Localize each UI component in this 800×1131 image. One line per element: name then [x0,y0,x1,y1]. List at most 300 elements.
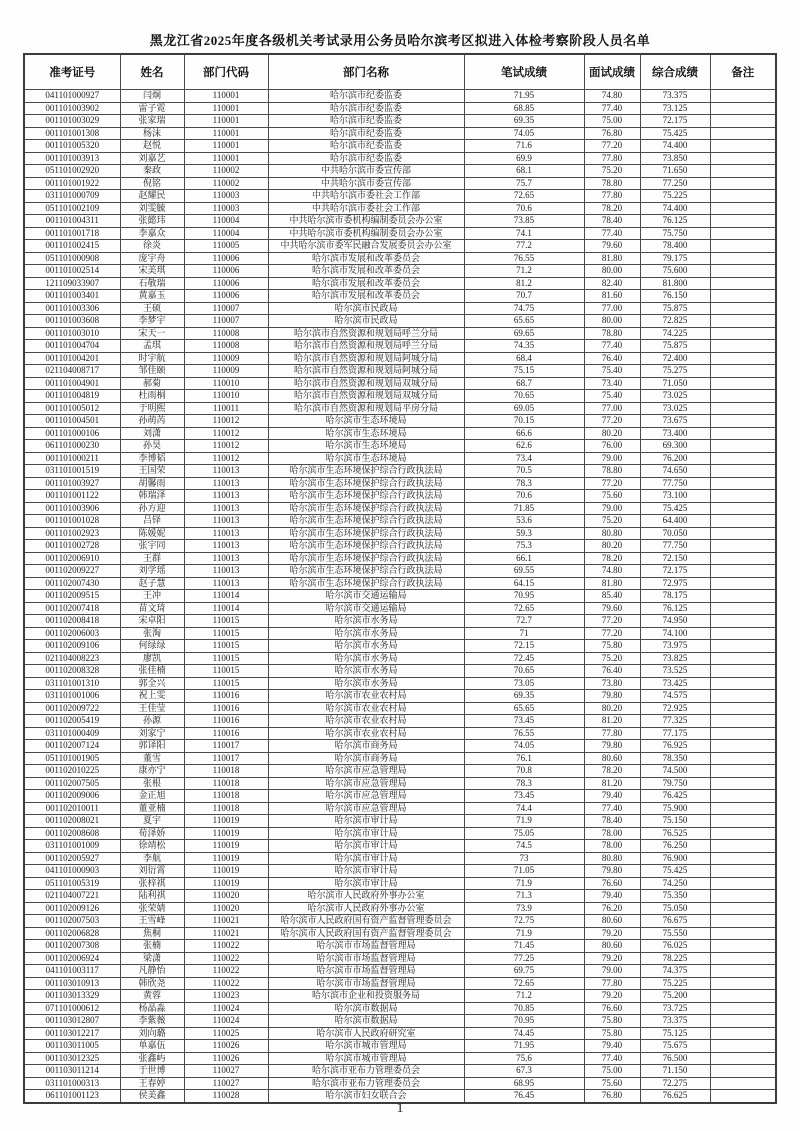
written-score-cell: 76.45 [464,1090,584,1103]
dept-name-cell: 哈尔滨市人民政府研究室 [268,1027,464,1040]
written-score-cell: 69.05 [464,402,584,415]
written-score-cell: 68.95 [464,1077,584,1090]
table-row [24,502,776,515]
table-row [24,327,776,340]
dept-name-cell: 哈尔滨市企业和投资服务局 [268,990,464,1003]
written-score-cell: 71.95 [464,90,584,103]
table-row [24,265,776,278]
dept-name-cell: 哈尔滨市审计局 [268,840,464,853]
table-row [24,977,776,990]
dept-name-cell: 哈尔滨市生态环境保护综合行政执法局 [268,527,464,540]
table-row [24,365,776,378]
exam-id-cell: 001102008418 [24,615,120,628]
dept-name-cell: 哈尔滨市市场监督管理局 [268,977,464,990]
candidate-name-cell: 闫炯 [120,90,184,103]
dept-code-cell: 110015 [184,665,268,678]
dept-name-cell: 哈尔滨市生态环境局 [268,440,464,453]
table-row [24,377,776,390]
candidate-name-cell: 刘衍霄 [120,865,184,878]
exam-id-cell: 021104008717 [24,365,120,378]
written-score-cell: 67.3 [464,1065,584,1078]
overall-score-cell: 74.375 [640,965,710,978]
overall-score-cell: 76.025 [640,940,710,953]
exam-id-cell: 001101002514 [24,265,120,278]
dept-name-cell: 哈尔滨市民政局 [268,302,464,315]
exam-id-cell: 001102007503 [24,915,120,928]
interview-score-cell: 80.80 [584,852,640,865]
candidate-name-cell: 王雪峰 [120,915,184,928]
table-row [24,352,776,365]
exam-id-cell: 001101004819 [24,390,120,403]
overall-score-cell: 75.875 [640,302,710,315]
table-body [24,90,776,1103]
dept-name-cell: 哈尔滨市纪委监委 [268,115,464,128]
remark-cell [710,852,776,865]
table-row [24,652,776,665]
overall-score-cell: 74.650 [640,465,710,478]
overall-score-cell: 72.175 [640,565,710,578]
candidate-name-cell: 韩欣尧 [120,977,184,990]
interview-score-cell: 78.80 [584,327,640,340]
page-number: 1 [396,1101,404,1116]
column-header-4: 笔试成绩 [464,54,584,90]
dept-code-cell: 110024 [184,1002,268,1015]
table-row [24,727,776,740]
interview-score-cell: 75.20 [584,652,640,665]
table-row [24,477,776,490]
candidate-name-cell: 苗文琦 [120,602,184,615]
written-score-cell: 71.05 [464,865,584,878]
table-row [24,415,776,428]
written-score-cell: 65.65 [464,315,584,328]
remark-cell [710,1077,776,1090]
exam-id-cell: 001101003306 [24,302,120,315]
remark-cell [710,1065,776,1078]
dept-name-cell: 哈尔滨市生态环境保护综合行政执法局 [268,552,464,565]
remark-cell [710,277,776,290]
dept-name-cell: 哈尔滨市农业农村局 [268,702,464,715]
remark-cell [710,952,776,965]
table-row [24,1040,776,1053]
overall-score-cell: 75.225 [640,977,710,990]
overall-score-cell: 77.325 [640,715,710,728]
exam-id-cell: 021104007221 [24,890,120,903]
candidate-name-cell: 张荣婧 [120,902,184,915]
table-row [24,802,776,815]
dept-code-cell: 110019 [184,852,268,865]
remark-cell [710,1027,776,1040]
remark-cell [710,652,776,665]
interview-score-cell: 76.60 [584,1002,640,1015]
dept-name-cell: 哈尔滨市亚布力管理委员会 [268,1065,464,1078]
exam-id-cell: 001102010225 [24,765,120,778]
interview-score-cell: 82.40 [584,277,640,290]
table-row [24,840,776,853]
exam-id-cell: 001102007418 [24,602,120,615]
dept-name-cell: 哈尔滨市人民政府外事办公室 [268,902,464,915]
table-row [24,877,776,890]
interview-score-cell: 77.20 [584,477,640,490]
written-score-cell: 75.3 [464,540,584,553]
dept-name-cell: 哈尔滨市亚布力管理委员会 [268,1077,464,1090]
remark-cell [710,152,776,165]
overall-score-cell: 72.975 [640,577,710,590]
overall-score-cell: 75.675 [640,1040,710,1053]
overall-score-cell: 75.225 [640,190,710,203]
exam-id-cell: 031101000709 [24,190,120,203]
dept-name-cell: 中共哈尔滨市委机构编制委员会办公室 [268,215,464,228]
table-row [24,215,776,228]
overall-score-cell: 73.100 [640,490,710,503]
dept-name-cell: 哈尔滨市商务局 [268,740,464,753]
written-score-cell: 74.1 [464,227,584,240]
interview-score-cell: 77.40 [584,802,640,815]
remark-cell [710,1040,776,1053]
interview-score-cell: 80.20 [584,540,640,553]
dept-name-cell: 哈尔滨市民政局 [268,315,464,328]
interview-score-cell: 79.00 [584,502,640,515]
remark-cell [710,115,776,128]
table-row [24,165,776,178]
overall-score-cell: 75.750 [640,227,710,240]
overall-score-cell: 73.375 [640,1015,710,1028]
table-row [24,965,776,978]
table-row [24,590,776,603]
written-score-cell: 70.7 [464,290,584,303]
remark-cell [710,390,776,403]
table-row [24,827,776,840]
written-score-cell: 66.1 [464,552,584,565]
remark-cell [710,477,776,490]
interview-score-cell: 85.40 [584,590,640,603]
exam-id-cell: 001102007505 [24,777,120,790]
overall-score-cell: 73.125 [640,102,710,115]
interview-score-cell: 75.20 [584,515,640,528]
dept-name-cell: 哈尔滨市应急管理局 [268,790,464,803]
table-row [24,565,776,578]
dept-code-cell: 110016 [184,702,268,715]
candidate-name-cell: 王国荣 [120,465,184,478]
candidate-name-cell: 张家瑞 [120,115,184,128]
remark-cell [710,352,776,365]
written-score-cell: 71.2 [464,265,584,278]
exam-id-cell: 001102006003 [24,627,120,640]
written-score-cell: 74.75 [464,302,584,315]
table-row [24,202,776,215]
exam-id-cell: 001101004704 [24,340,120,353]
table-row [24,715,776,728]
interview-score-cell: 81.80 [584,577,640,590]
dept-code-cell: 110016 [184,727,268,740]
interview-score-cell: 75.20 [584,165,640,178]
dept-name-cell: 哈尔滨市审计局 [268,815,464,828]
dept-code-cell: 110013 [184,577,268,590]
exam-id-cell: 001102008328 [24,665,120,678]
dept-name-cell: 中共哈尔滨市委社会工作部 [268,190,464,203]
column-header-1: 姓名 [120,54,184,90]
remark-cell [710,540,776,553]
candidate-name-cell: 徐靖松 [120,840,184,853]
interview-score-cell: 77.40 [584,1052,640,1065]
interview-score-cell: 77.80 [584,727,640,740]
interview-score-cell: 76.40 [584,352,640,365]
dept-code-cell: 110013 [184,540,268,553]
written-score-cell: 69.65 [464,327,584,340]
dept-code-cell: 110027 [184,1065,268,1078]
exam-id-cell: 001102006924 [24,952,120,965]
dept-code-cell: 110022 [184,952,268,965]
table-row [24,115,776,128]
exam-id-cell: 031101001009 [24,840,120,853]
remark-cell [710,690,776,703]
candidate-name-cell: 杨晶淼 [120,1002,184,1015]
dept-code-cell: 110001 [184,140,268,153]
remark-cell [710,90,776,103]
dept-code-cell: 110018 [184,765,268,778]
written-score-cell: 70.65 [464,390,584,403]
dept-name-cell: 哈尔滨市纪委监委 [268,140,464,153]
table-row [24,890,776,903]
remark-cell [710,877,776,890]
written-score-cell: 75.7 [464,177,584,190]
candidate-name-cell: 赵悦 [120,140,184,153]
dept-code-cell: 110009 [184,365,268,378]
dept-name-cell: 哈尔滨市生态环境保护综合行政执法局 [268,465,464,478]
dept-name-cell: 哈尔滨市数据局 [268,1002,464,1015]
table-row [24,740,776,753]
table-row [24,1052,776,1065]
remark-cell [710,765,776,778]
written-score-cell: 68.7 [464,377,584,390]
interview-score-cell: 77.20 [584,140,640,153]
dept-name-cell: 哈尔滨市水务局 [268,665,464,678]
interview-score-cell: 76.40 [584,665,640,678]
candidate-roster-table [23,53,777,1104]
candidate-name-cell: 焦桐 [120,927,184,940]
table-row [24,1077,776,1090]
remark-cell [710,240,776,253]
written-score-cell: 71.2 [464,990,584,1003]
dept-name-cell: 哈尔滨市自然资源和规划局呼兰分局 [268,340,464,353]
written-score-cell: 68.1 [464,165,584,178]
candidate-name-cell: 何绿绿 [120,640,184,653]
exam-id-cell: 001102010011 [24,802,120,815]
remark-cell [710,677,776,690]
dept-code-cell: 110001 [184,127,268,140]
dept-code-cell: 110017 [184,752,268,765]
candidate-name-cell: 刘嘉艺 [120,152,184,165]
table-row [24,1002,776,1015]
overall-score-cell: 73.675 [640,415,710,428]
written-score-cell: 73 [464,852,584,865]
table-row [24,990,776,1003]
candidate-name-cell: 张鑫屿 [120,1052,184,1065]
remark-cell [710,802,776,815]
written-score-cell: 70.95 [464,1015,584,1028]
overall-score-cell: 73.025 [640,402,710,415]
interview-score-cell: 77.20 [584,615,640,628]
written-score-cell: 74.05 [464,740,584,753]
dept-name-cell: 哈尔滨市发展和改革委员会 [268,290,464,303]
exam-id-cell: 001103011214 [24,1065,120,1078]
dept-code-cell: 110011 [184,402,268,415]
remark-cell [710,490,776,503]
overall-score-cell: 74.575 [640,690,710,703]
overall-score-cell: 76.625 [640,1090,710,1103]
remark-cell [710,965,776,978]
table-row [24,777,776,790]
table-row [24,865,776,878]
remark-cell [710,990,776,1003]
written-score-cell: 77.2 [464,240,584,253]
overall-score-cell: 78.175 [640,590,710,603]
interview-score-cell: 79.80 [584,690,640,703]
exam-id-cell: 001101003913 [24,152,120,165]
overall-score-cell: 75.425 [640,127,710,140]
remark-cell [710,840,776,853]
interview-score-cell: 77.80 [584,190,640,203]
candidate-name-cell: 张根 [120,777,184,790]
overall-score-cell: 72.175 [640,115,710,128]
exam-id-cell: 041101003117 [24,965,120,978]
table-row [24,402,776,415]
dept-name-cell: 哈尔滨市水务局 [268,640,464,653]
exam-id-cell: 031101000313 [24,1077,120,1090]
overall-score-cell: 71.650 [640,165,710,178]
table-row [24,1015,776,1028]
remark-cell [710,527,776,540]
overall-score-cell: 75.550 [640,927,710,940]
interview-score-cell: 80.00 [584,315,640,328]
overall-score-cell: 72.400 [640,352,710,365]
exam-id-cell: 001101003902 [24,102,120,115]
table-row [24,615,776,628]
written-score-cell: 74.35 [464,340,584,353]
candidate-name-cell: 宋美琪 [120,265,184,278]
table-row [24,465,776,478]
interview-score-cell: 76.20 [584,902,640,915]
interview-score-cell: 75.00 [584,1065,640,1078]
table-row [24,1065,776,1078]
candidate-name-cell: 王硕 [120,302,184,315]
interview-score-cell: 75.60 [584,490,640,503]
table-row [24,640,776,653]
exam-id-cell: 001103010913 [24,977,120,990]
remark-cell [710,190,776,203]
candidate-name-cell: 王春婷 [120,1077,184,1090]
interview-score-cell: 79.20 [584,990,640,1003]
dept-name-cell: 哈尔滨市交通运输局 [268,602,464,615]
written-score-cell: 69.55 [464,565,584,578]
remark-cell [710,227,776,240]
exam-id-cell: 001101003010 [24,327,120,340]
interview-score-cell: 79.00 [584,965,640,978]
remark-cell [710,665,776,678]
remark-cell [710,602,776,615]
candidate-name-cell: 刘雯毓 [120,202,184,215]
overall-score-cell: 72.925 [640,702,710,715]
dept-name-cell: 哈尔滨市商务局 [268,752,464,765]
written-score-cell: 71.3 [464,890,584,903]
table-row [24,602,776,615]
remark-cell [710,302,776,315]
candidate-name-cell: 宋天一 [120,327,184,340]
overall-score-cell: 75.600 [640,265,710,278]
written-score-cell: 74.5 [464,840,584,853]
overall-score-cell: 73.825 [640,652,710,665]
remark-cell [710,552,776,565]
dept-name-cell: 哈尔滨市水务局 [268,652,464,665]
dept-name-cell: 哈尔滨市纪委监委 [268,127,464,140]
overall-score-cell: 72.150 [640,552,710,565]
interview-score-cell: 77.40 [584,340,640,353]
written-score-cell: 68.85 [464,102,584,115]
interview-score-cell: 75.80 [584,1015,640,1028]
exam-id-cell: 001102009006 [24,790,120,803]
exam-id-cell: 051101002920 [24,165,120,178]
overall-score-cell: 75.425 [640,502,710,515]
dept-code-cell: 110019 [184,827,268,840]
written-score-cell: 81.2 [464,277,584,290]
table-row [24,677,776,690]
candidate-name-cell: 祝上雯 [120,690,184,703]
overall-score-cell: 73.425 [640,677,710,690]
dept-name-cell: 中共哈尔滨市委宣传部 [268,165,464,178]
candidate-name-cell: 邹佳颐 [120,365,184,378]
overall-score-cell: 78.350 [640,752,710,765]
exam-id-cell: 001101000106 [24,427,120,440]
overall-score-cell: 74.400 [640,140,710,153]
interview-score-cell: 73.40 [584,377,640,390]
exam-id-cell: 001103013329 [24,990,120,1003]
dept-code-cell: 110010 [184,377,268,390]
exam-id-cell: 001101001122 [24,490,120,503]
remark-cell [710,927,776,940]
exam-id-cell: 001102009106 [24,640,120,653]
remark-cell [710,427,776,440]
candidate-name-cell: 赵耀民 [120,190,184,203]
candidate-name-cell: 张懿玮 [120,215,184,228]
candidate-name-cell: 张淘 [120,627,184,640]
candidate-name-cell: 单嘉伍 [120,1040,184,1053]
exam-id-cell: 041101000903 [24,865,120,878]
dept-name-cell: 哈尔滨市纪委监委 [268,152,464,165]
exam-id-cell: 001103012325 [24,1052,120,1065]
written-score-cell: 71 [464,627,584,640]
overall-score-cell: 73.525 [640,665,710,678]
column-header-5: 面试成绩 [584,54,640,90]
dept-name-cell: 哈尔滨市生态环境保护综合行政执法局 [268,577,464,590]
remark-cell [710,315,776,328]
written-score-cell: 78.3 [464,777,584,790]
interview-score-cell: 76.80 [584,1090,640,1103]
remark-cell [710,565,776,578]
remark-cell [710,502,776,515]
written-score-cell: 66.6 [464,427,584,440]
candidate-name-cell: 雷子霓 [120,102,184,115]
dept-name-cell: 哈尔滨市发展和改革委员会 [268,265,464,278]
remark-cell [710,865,776,878]
dept-code-cell: 110010 [184,390,268,403]
exam-id-cell: 001102007308 [24,940,120,953]
dept-code-cell: 110004 [184,227,268,240]
table-row [24,240,776,253]
dept-code-cell: 110017 [184,740,268,753]
candidate-name-cell: 李嘉众 [120,227,184,240]
remark-cell [710,615,776,628]
table-row [24,490,776,503]
candidate-name-cell: 孙方迎 [120,502,184,515]
